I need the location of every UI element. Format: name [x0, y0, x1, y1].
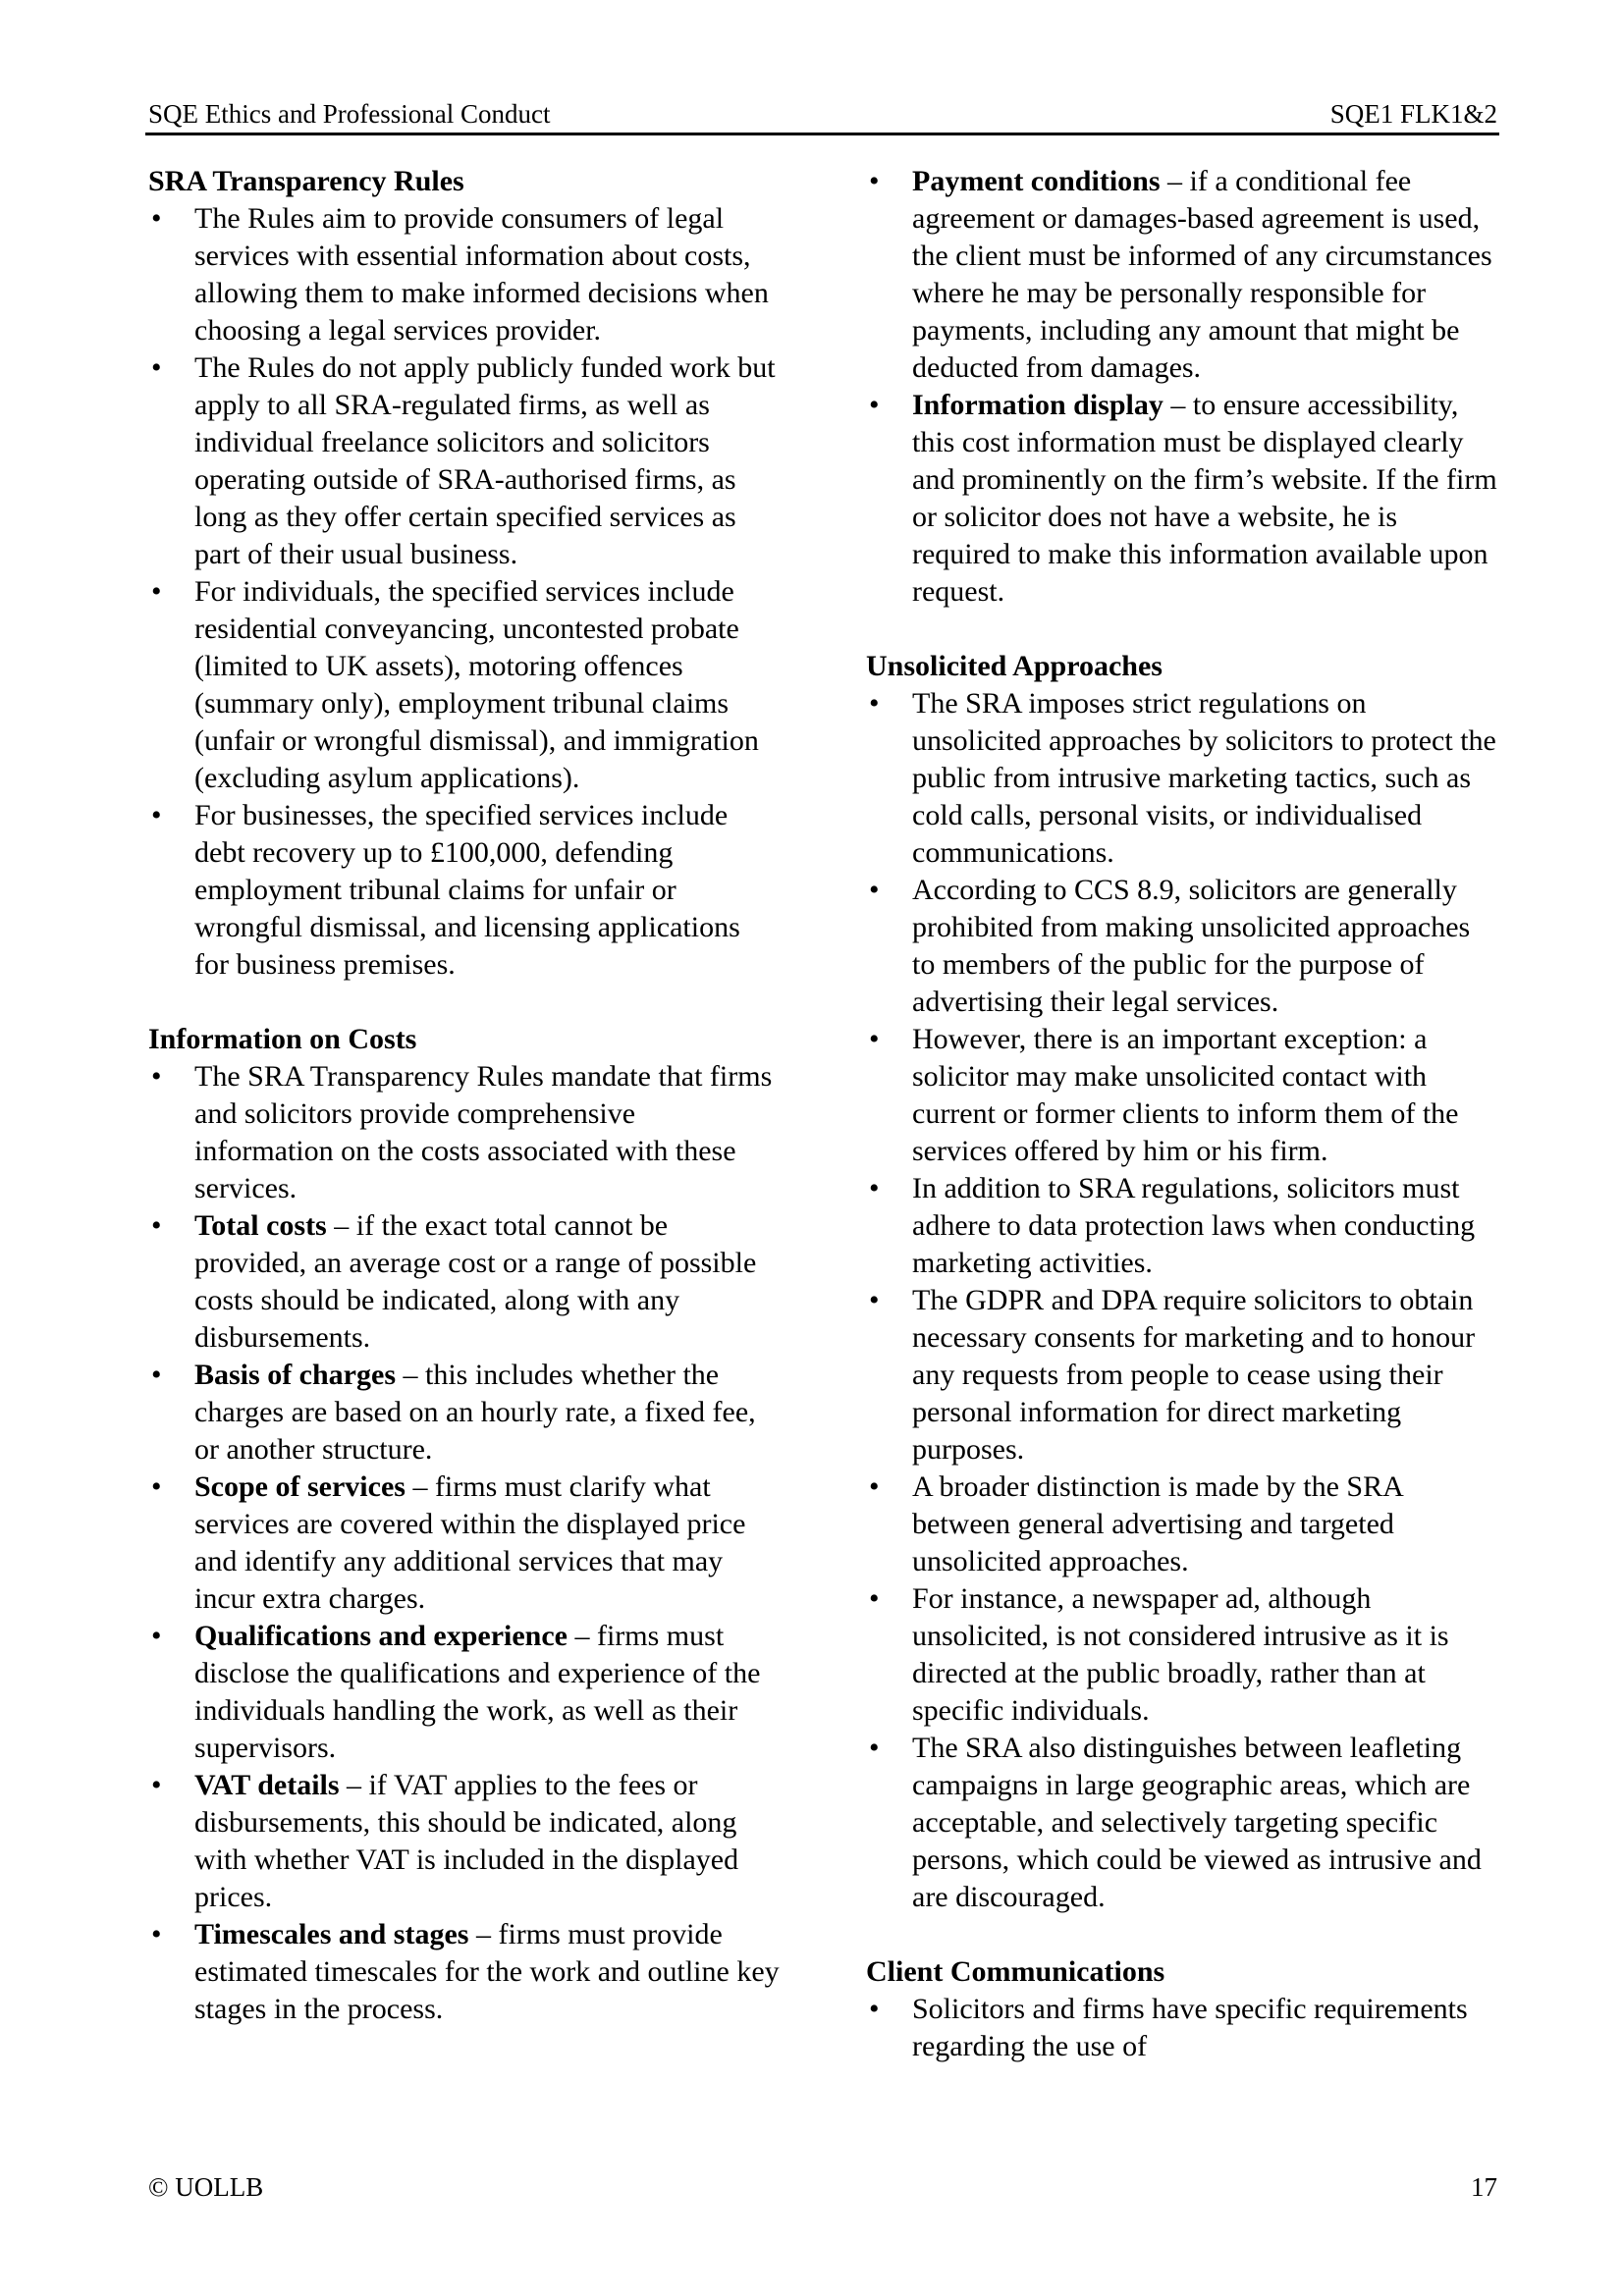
- bullet-icon: •: [869, 1284, 880, 1316]
- list-item: [148, 1767, 780, 1916]
- list-item: [866, 1282, 1497, 1468]
- list-item: [148, 1207, 780, 1357]
- bullet-body: For businesses, the specified services include debt recovery up to £100,000, defending employment tribunal claims for unfair or wrongful dismissal, and licensing applications for business premises.: [194, 799, 740, 981]
- bullet-text: [194, 797, 780, 984]
- footer-copyright: © UOLLB: [148, 2172, 264, 2202]
- bullet-text: [912, 163, 1497, 387]
- bullet-text: [912, 685, 1497, 872]
- bullet-text: [194, 349, 780, 573]
- bullet-icon: •: [151, 1620, 162, 1652]
- document-body: [148, 163, 1497, 2065]
- bullet-text: [912, 1021, 1497, 1170]
- bullet-icon: •: [869, 1993, 880, 2025]
- page-header: [148, 98, 1497, 130]
- bullet-icon: •: [151, 1060, 162, 1093]
- bullet-text: [194, 1058, 780, 1207]
- bullet-icon: •: [151, 1359, 162, 1391]
- bullet-body: For instance, a newspaper ad, although unsolicited, is not considered intrusive as it is directed at the public broadly, rather than at specific individuals.: [912, 1582, 1449, 1727]
- bullet-body: – to ensure accessibility, this cost information must be displayed clearly and prominently on the firm’s website. If the firm or solicitor does not have a website, he is required to make this information available upon request.: [912, 389, 1497, 608]
- bullet-text: [912, 1580, 1497, 1730]
- bullet-icon: •: [869, 389, 880, 421]
- bullet-text: [912, 872, 1497, 1021]
- bullet-body: The SRA imposes strict regulations on unsolicited approaches by solicitors to protect the public from intrusive marketing tactics, such as cold calls, personal visits, or individualised communications.: [912, 687, 1496, 869]
- bullet-text: [194, 1357, 780, 1468]
- footer-page-number: 17: [1471, 2172, 1497, 2202]
- bullet-text: [194, 200, 780, 349]
- bullet-body: In addition to SRA regulations, solicitors must adhere to data protection laws when conducting marketing activities.: [912, 1172, 1476, 1279]
- list-item: [866, 872, 1497, 1021]
- list-item: [866, 1021, 1497, 1170]
- list-item: [148, 1357, 780, 1468]
- bullet-body: The Rules do not apply publicly funded work but apply to all SRA-regulated firms, as well as individual freelance solicitors and solicitors operating outside of SRA-authorised firms, as long as they offer certain specified services as part of their usual business.: [194, 351, 776, 570]
- list-item: [148, 1618, 780, 1767]
- list-item: [148, 573, 780, 797]
- section-heading: Unsolicited Approaches: [866, 650, 1163, 682]
- list-item: [148, 1058, 780, 1207]
- bullet-icon: •: [151, 799, 162, 831]
- bullet-icon: •: [151, 575, 162, 608]
- bullet-icon: •: [151, 1918, 162, 1950]
- section-heading: Information on Costs: [148, 1023, 417, 1055]
- list-item: [148, 1468, 780, 1618]
- header-course-code: SQE1 FLK1&2: [1329, 99, 1497, 129]
- bullet-icon: •: [151, 1769, 162, 1801]
- bullet-body: The GDPR and DPA require solicitors to obtain necessary consents for marketing and to honour any requests from people to cease using their personal information for direct marketing purposes.: [912, 1284, 1476, 1466]
- bullet-body: – if VAT applies to the fees or disbursements, this should be indicated, along with whether VAT is included in the displayed prices.: [194, 1769, 739, 1913]
- bullet-text: [194, 1207, 780, 1357]
- bullet-body: – firms must disclose the qualifications and experience of the individuals handling the work, as well as their supervisors.: [194, 1620, 761, 1764]
- bullet-body: The SRA Transparency Rules mandate that firms and solicitors provide comprehensive information on the costs associated with these services.: [194, 1060, 773, 1204]
- bullet-icon: •: [869, 874, 880, 906]
- bullet-text: [912, 1991, 1497, 2065]
- bullet-body: – firms must clarify what services are covered within the displayed price and identify any additional services that may incur extra charges.: [194, 1470, 746, 1615]
- bullet-text: [194, 1618, 780, 1767]
- bullet-text: [912, 1170, 1497, 1282]
- bullet-text: [194, 1767, 780, 1916]
- bullet-text: [912, 1730, 1497, 1916]
- bullet-icon: •: [869, 165, 880, 197]
- right-column: [866, 163, 1497, 2065]
- bullet-body: According to CCS 8.9, solicitors are generally prohibited from making unsolicited approaches to members of the public for the purpose of advertising their legal services.: [912, 874, 1471, 1018]
- bullet-body: The Rules aim to provide consumers of legal services with essential information about costs, allowing them to make informed decisions when choosing a legal services provider.: [194, 202, 769, 347]
- list-item: [866, 1580, 1497, 1730]
- bullet-text: [912, 387, 1497, 611]
- bullet-icon: •: [869, 1470, 880, 1503]
- bullet-icon: •: [869, 1732, 880, 1764]
- bullet-icon: •: [869, 687, 880, 720]
- bullet-icon: •: [151, 1470, 162, 1503]
- bullet-lead-bold: Payment conditions: [912, 165, 1161, 197]
- bullet-lead-bold: Timescales and stages: [194, 1918, 469, 1950]
- bullet-text: [912, 1282, 1497, 1468]
- section-heading: Client Communications: [866, 1955, 1165, 1988]
- bullet-text: [194, 573, 780, 797]
- bullet-body: For individuals, the specified services include residential conveyancing, uncontested probate (limited to UK assets), motoring offences (summary only), employment tribunal claims (unfair or wrongful dismissal), and immigration (excluding asylum applications).: [194, 575, 759, 794]
- bullet-lead-bold: Total costs: [194, 1209, 327, 1242]
- bullet-icon: •: [151, 1209, 162, 1242]
- bullet-body: – firms must provide estimated timescales for the work and outline key stages in the process.: [194, 1918, 780, 2025]
- list-item: [866, 685, 1497, 872]
- bullet-text: [194, 1468, 780, 1618]
- bullet-icon: •: [869, 1582, 880, 1615]
- bullet-lead-bold: Basis of charges: [194, 1359, 396, 1391]
- bullet-lead-bold: Scope of services: [194, 1470, 406, 1503]
- bullet-body: The SRA also distinguishes between leafleting campaigns in large geographic areas, which are acceptable, and selectively targeting specific persons, which could be viewed as intrusive and are discouraged.: [912, 1732, 1482, 1913]
- bullet-icon: •: [151, 351, 162, 384]
- list-item: [866, 387, 1497, 611]
- bullet-body: – this includes whether the charges are based on an hourly rate, a fixed fee, or another structure.: [194, 1359, 756, 1466]
- bullet-icon: •: [869, 1172, 880, 1204]
- left-column: [148, 163, 780, 2065]
- bullet-body: – if the exact total cannot be provided, an average cost or a range of possible costs should be indicated, along with any disbursements.: [194, 1209, 757, 1354]
- header-rule: [145, 133, 1499, 135]
- bullet-lead-bold: Information display: [912, 389, 1163, 421]
- section-heading: SRA Transparency Rules: [148, 165, 464, 197]
- list-item: [866, 1991, 1497, 2065]
- bullet-lead-bold: VAT details: [194, 1769, 340, 1801]
- bullet-icon: •: [151, 202, 162, 235]
- bullet-icon: •: [869, 1023, 880, 1055]
- list-item: [866, 1730, 1497, 1916]
- list-item: [148, 797, 780, 984]
- bullet-body: – if a conditional fee agreement or damages-based agreement is used, the client must be informed of any circumstances where he may be personally responsible for payments, including any amount that might be deducted from damages.: [912, 165, 1492, 384]
- bullet-text: [194, 1916, 780, 2028]
- list-item: [866, 1170, 1497, 1282]
- list-item: [148, 349, 780, 573]
- bullet-body: A broader distinction is made by the SRA between general advertising and targeted unsolicited approaches.: [912, 1470, 1403, 1577]
- bullet-lead-bold: Qualifications and experience: [194, 1620, 568, 1652]
- bullet-body: Solicitors and firms have specific requirements regarding the use of: [912, 1993, 1468, 2062]
- list-item: [866, 163, 1497, 387]
- list-item: [148, 200, 780, 349]
- bullet-text: [912, 1468, 1497, 1580]
- bullet-body: However, there is an important exception: a solicitor may make unsolicited contact with current or former clients to inform them of the services offered by him or his firm.: [912, 1023, 1459, 1167]
- header-title: SQE Ethics and Professional Conduct: [148, 99, 551, 129]
- list-item: [148, 1916, 780, 2028]
- page-footer: [148, 2171, 1497, 2203]
- list-item: [866, 1468, 1497, 1580]
